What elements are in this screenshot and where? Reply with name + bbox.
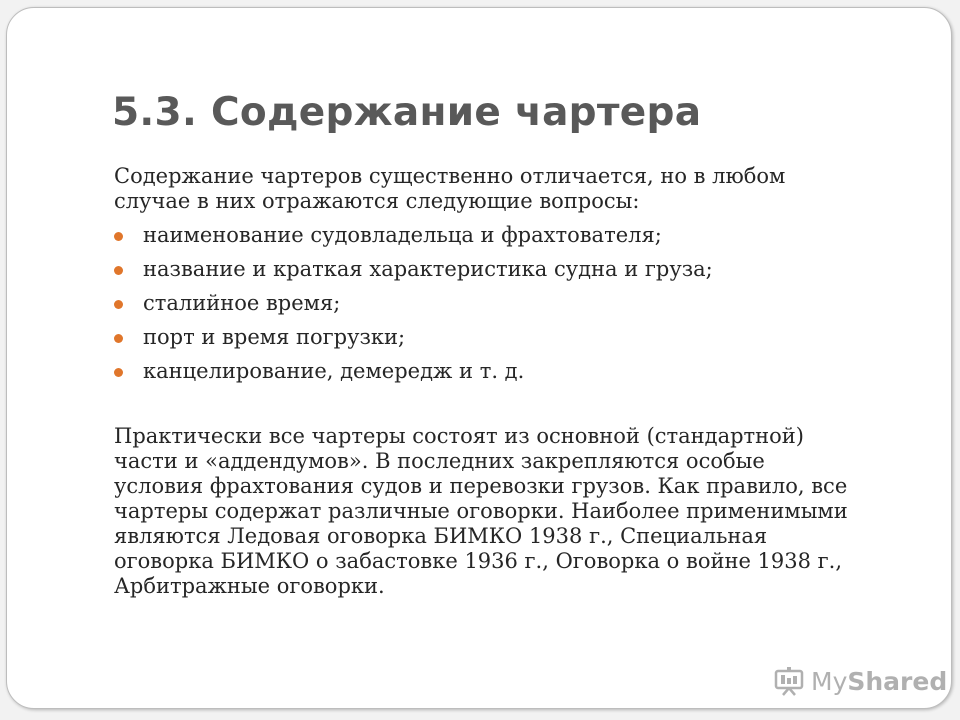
paragraph-line: Практически все чартеры состоят из основной (стандартной) xyxy=(114,424,804,448)
paragraph-line: чартеры содержат различные оговорки. Наиболее применимыми xyxy=(114,499,848,523)
paragraph-line: являются Ледовая оговорка БИМКО 1938 г., Специальная xyxy=(114,524,768,548)
paragraph-line: части и «аддендумов». В последних закрепляются особые xyxy=(114,449,765,473)
bullet-item xyxy=(114,288,874,322)
paragraph-line: условия фрахтования судов и перевозки грузов. Как правило, все xyxy=(114,474,848,498)
paragraph-line: Арбитражные оговорки. xyxy=(114,574,385,598)
slide-title: 5.3. Содержание чартера xyxy=(112,90,702,135)
bullet-text: сталийное время; xyxy=(143,291,341,315)
bullet-dot-icon xyxy=(114,232,123,241)
bullet-dot-icon xyxy=(114,300,123,309)
bullet-dot-icon xyxy=(114,368,123,377)
intro-line: Содержание чартеров существенно отличается, но в любом xyxy=(114,164,786,188)
bullet-item xyxy=(114,356,874,390)
bullet-item xyxy=(114,220,874,254)
bullet-text: название и краткая характеристика судна и груза; xyxy=(143,257,713,281)
bullet-dot-icon xyxy=(114,266,123,275)
bullet-list xyxy=(114,220,874,390)
bullet-item xyxy=(114,322,874,356)
intro-text xyxy=(114,164,874,214)
paragraph-line: оговорка БИМКО о забастовке 1936 г., Оговорка о войне 1938 г., xyxy=(114,549,843,573)
bullet-dot-icon xyxy=(114,334,123,343)
slide xyxy=(6,7,952,709)
myshared-watermark[interactable] xyxy=(773,663,947,699)
presentation-board-icon xyxy=(773,665,805,697)
bullet-text: канцелирование, демередж и т. д. xyxy=(143,359,525,383)
watermark-text: MyShared xyxy=(811,666,948,696)
body-paragraph xyxy=(114,424,934,599)
bullet-text: порт и время погрузки; xyxy=(143,325,406,349)
bullet-text: наименование судовладельца и фрахтователя; xyxy=(143,223,662,247)
intro-line: случае в них отражаются следующие вопросы: xyxy=(114,189,640,213)
bullet-item xyxy=(114,254,874,288)
